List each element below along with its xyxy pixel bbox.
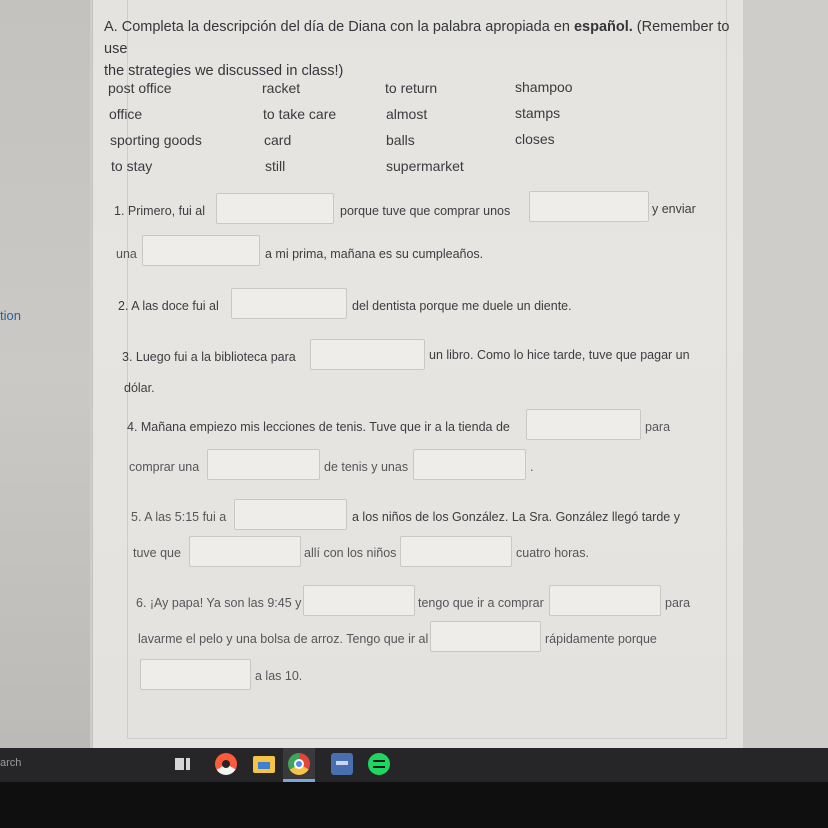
word-bank-item: closes: [515, 131, 555, 147]
q6-text: lavarme el pelo y una bolsa de arroz. Tengo que ir al: [138, 632, 429, 646]
q6-text: para: [665, 596, 691, 610]
chrome-icon[interactable]: [288, 753, 310, 775]
q4-blank-1[interactable]: [526, 409, 641, 440]
q4-blank-3[interactable]: [413, 449, 526, 480]
taskbar: [0, 748, 828, 782]
q6-text: rápidamente porque: [545, 632, 657, 646]
word-bank-item: stamps: [515, 105, 561, 121]
q1-text: 1. Primero, fui al: [114, 204, 206, 218]
q4-text: de tenis y unas: [324, 460, 409, 474]
taskbar-search-fragment[interactable]: arch: [0, 757, 22, 769]
q4-blank-2[interactable]: [207, 449, 320, 480]
word-bank-item: supermarket: [386, 158, 464, 174]
word-bank-item: still: [265, 158, 286, 174]
word-bank-item: office: [109, 106, 143, 122]
instructions-line1: A. Completa la descripción del día de Diana con la palabra apropiada en: [104, 19, 574, 35]
q6-text: tengo que ir a comprar: [418, 596, 544, 610]
q5-text: allí con los niños: [304, 546, 397, 560]
q1-blank-3[interactable]: [142, 235, 260, 266]
file-explorer-icon[interactable]: [253, 756, 275, 773]
browser-icon[interactable]: [215, 753, 237, 775]
task-view-icon[interactable]: [172, 753, 194, 775]
monitor-bezel: [0, 782, 828, 828]
q5-text: a los niños de los González. La Sra. González llegó tarde y: [352, 510, 680, 524]
q2-text: 2. A las doce fui al: [118, 299, 219, 313]
word-bank-item: post office: [108, 80, 172, 96]
q5-blank-2[interactable]: [189, 536, 301, 567]
q5-text: 5. A las 5:15 fui a: [131, 510, 227, 524]
word-bank-item: almost: [386, 106, 428, 122]
q4-text: .: [530, 460, 534, 474]
word-bank-item: to stay: [111, 158, 153, 174]
word-bank-item: to take care: [263, 106, 337, 122]
instructions-line2: the strategies we discussed in class!): [104, 63, 344, 79]
q1-text: a mi prima, mañana es su cumpleaños.: [265, 247, 484, 261]
q6-blank-1[interactable]: [303, 585, 415, 616]
q4-text: 4. Mañana empiezo mis lecciones de tenis. Tuve que ir a la tienda de: [127, 420, 510, 434]
q1-blank-1[interactable]: [216, 193, 334, 224]
word-bank-item: to return: [385, 80, 438, 96]
q2-blank-1[interactable]: [231, 288, 347, 319]
q1-text: porque tuve que comprar unos: [340, 204, 511, 218]
q6-blank-2[interactable]: [549, 585, 661, 616]
app-icon[interactable]: [331, 753, 353, 775]
instructions-bold-word: español.: [573, 19, 633, 35]
q4-text: para: [645, 420, 671, 434]
q3-text: dólar.: [124, 381, 155, 395]
sidebar-link-fragment[interactable]: tion: [0, 308, 21, 323]
q1-blank-2[interactable]: [529, 191, 649, 222]
word-bank-item: sporting goods: [110, 132, 202, 148]
q5-text: tuve que: [133, 546, 181, 560]
q4-text: comprar una: [129, 460, 200, 474]
left-sidebar: [0, 0, 90, 748]
q6-blank-4[interactable]: [140, 659, 251, 690]
word-bank-item: card: [264, 132, 292, 148]
instructions-line1-end: (Remember to use: [104, 19, 730, 57]
q3-text: 3. Luego fui a la biblioteca para: [122, 350, 296, 364]
q6-blank-3[interactable]: [430, 621, 541, 652]
q5-text: cuatro horas.: [516, 546, 589, 560]
q6-text: a las 10.: [255, 669, 303, 683]
q2-text: del dentista porque me duele un diente.: [352, 299, 572, 313]
spotify-icon[interactable]: [368, 753, 390, 775]
q5-blank-1[interactable]: [234, 499, 347, 530]
q6-text: 6. ¡Ay papa! Ya son las 9:45 y: [136, 596, 302, 610]
word-bank-item: shampoo: [515, 79, 573, 95]
word-bank-item: balls: [386, 132, 415, 148]
q3-text: un libro. Como lo hice tarde, tuve que pagar un: [429, 348, 690, 362]
word-bank-item: racket: [262, 80, 301, 96]
q1-text: una: [116, 247, 137, 261]
q5-blank-3[interactable]: [400, 536, 512, 567]
q3-blank-1[interactable]: [310, 339, 425, 370]
instructions: [104, 16, 744, 82]
q1-text: y enviar: [652, 202, 696, 216]
